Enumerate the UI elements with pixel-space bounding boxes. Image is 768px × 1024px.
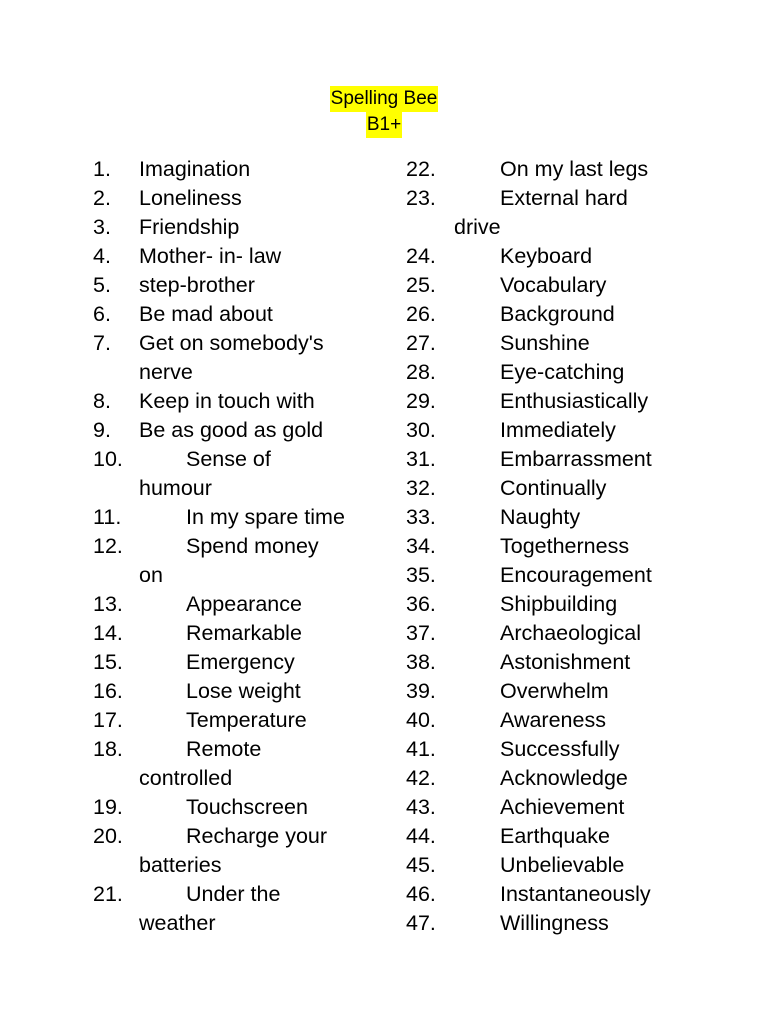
item-text: Astonishment — [500, 650, 631, 674]
item-text: Remote — [186, 737, 262, 761]
item-number: 7. — [93, 331, 111, 355]
item-text: Keyboard — [500, 244, 593, 268]
item-text: Loneliness — [139, 186, 242, 210]
item-number: 16. — [93, 679, 123, 703]
item-text: Lose weight — [186, 679, 301, 703]
item-text: Sense of — [186, 447, 271, 471]
list-item — [93, 387, 416, 416]
word-list-right-column — [406, 155, 750, 938]
list-item — [93, 793, 416, 822]
list-item — [406, 242, 750, 271]
list-item — [93, 184, 416, 213]
item-text: Recharge your — [186, 824, 328, 848]
item-number: 37. — [406, 621, 436, 645]
item-text-continuation: controlled — [139, 766, 233, 790]
item-text: Vocabulary — [500, 273, 607, 297]
list-item — [93, 213, 416, 242]
list-item — [406, 880, 750, 909]
item-number: 40. — [406, 708, 436, 732]
list-item — [406, 300, 750, 329]
item-text: Togetherness — [500, 534, 630, 558]
item-number: 13. — [93, 592, 123, 616]
item-text-continuation: batteries — [139, 853, 222, 877]
item-number: 20. — [93, 824, 123, 848]
item-number: 2. — [93, 186, 111, 210]
item-number: 24. — [406, 244, 436, 268]
item-number: 34. — [406, 534, 436, 558]
list-item — [93, 532, 416, 590]
item-number: 19. — [93, 795, 123, 819]
item-text: Mother- in- law — [139, 244, 282, 268]
list-item — [406, 155, 750, 184]
list-item — [406, 445, 750, 474]
list-item — [93, 329, 416, 387]
item-text: Earthquake — [500, 824, 610, 848]
item-number: 43. — [406, 795, 436, 819]
list-item — [406, 532, 750, 561]
list-item — [406, 590, 750, 619]
item-number: 5. — [93, 273, 111, 297]
list-item — [93, 155, 416, 184]
item-number: 45. — [406, 853, 436, 877]
list-item — [406, 909, 750, 938]
item-text: Immediately — [500, 418, 616, 442]
list-item — [406, 358, 750, 387]
item-text: Embarrassment — [500, 447, 652, 471]
item-text: Acknowledge — [500, 766, 628, 790]
item-number: 30. — [406, 418, 436, 442]
item-text: Shipbuilding — [500, 592, 618, 616]
list-item — [93, 242, 416, 271]
item-number: 8. — [93, 389, 111, 413]
item-number: 9. — [93, 418, 111, 442]
item-number: 36. — [406, 592, 436, 616]
item-text: Overwhelm — [500, 679, 609, 703]
list-item — [93, 648, 416, 677]
item-text: Willingness — [500, 911, 609, 935]
item-text: Enthusiastically — [500, 389, 649, 413]
item-text: Keep in touch with — [139, 389, 315, 413]
item-text: Emergency — [186, 650, 295, 674]
list-item — [93, 445, 416, 503]
item-text: Spend money — [186, 534, 319, 558]
item-text: Get on somebody's — [139, 331, 324, 355]
list-item — [93, 677, 416, 706]
item-number: 38. — [406, 650, 436, 674]
item-number: 44. — [406, 824, 436, 848]
item-text: On my last legs — [500, 157, 649, 181]
item-number: 46. — [406, 882, 436, 906]
item-text: Remarkable — [186, 621, 302, 645]
list-item — [93, 271, 416, 300]
list-item — [406, 677, 750, 706]
item-number: 35. — [406, 563, 436, 587]
item-text: Awareness — [500, 708, 606, 732]
list-item — [406, 706, 750, 735]
list-item — [93, 300, 416, 329]
item-number: 14. — [93, 621, 123, 645]
list-item — [93, 416, 416, 445]
item-text: Naughty — [500, 505, 581, 529]
item-number: 32. — [406, 476, 436, 500]
list-item — [406, 271, 750, 300]
list-item — [406, 387, 750, 416]
item-text: Archaeological — [500, 621, 642, 645]
list-item — [406, 735, 750, 764]
item-number: 11. — [93, 505, 122, 529]
item-number: 33. — [406, 505, 436, 529]
document-title: Spelling Bee — [330, 86, 439, 112]
list-item — [406, 561, 750, 590]
item-text-continuation: humour — [139, 476, 212, 500]
list-item — [406, 648, 750, 677]
item-text: Achievement — [500, 795, 625, 819]
item-text: Instantaneously — [500, 882, 651, 906]
item-text: Be as good as gold — [139, 418, 324, 442]
item-text: Temperature — [186, 708, 307, 732]
list-item — [93, 706, 416, 735]
item-text: Encouragement — [500, 563, 652, 587]
item-text-continuation: drive — [454, 215, 501, 239]
item-text-continuation: weather — [139, 911, 216, 935]
item-text: Friendship — [139, 215, 240, 239]
item-text: In my spare time — [186, 505, 345, 529]
item-number: 1. — [93, 157, 111, 181]
item-number: 31. — [406, 447, 436, 471]
list-item — [406, 851, 750, 880]
item-text: Unbelievable — [500, 853, 625, 877]
item-text: Sunshine — [500, 331, 590, 355]
item-number: 25. — [406, 273, 436, 297]
list-item — [93, 880, 416, 938]
item-number: 22. — [406, 157, 436, 181]
word-list-left-column — [93, 155, 416, 938]
item-text: Eye-catching — [500, 360, 625, 384]
item-text: Background — [500, 302, 615, 326]
item-number: 39. — [406, 679, 436, 703]
list-item — [406, 764, 750, 793]
list-item — [406, 416, 750, 445]
item-text: Successfully — [500, 737, 620, 761]
document-level: B1+ — [366, 112, 402, 138]
list-item — [406, 793, 750, 822]
item-number: 3. — [93, 215, 111, 239]
item-text: Touchscreen — [186, 795, 308, 819]
item-number: 26. — [406, 302, 436, 326]
list-item — [406, 619, 750, 648]
list-item — [406, 329, 750, 358]
item-number: 4. — [93, 244, 111, 268]
item-number: 15. — [93, 650, 123, 674]
item-number: 17. — [93, 708, 123, 732]
item-number: 18. — [93, 737, 123, 761]
list-item — [93, 619, 416, 648]
list-item — [406, 184, 750, 242]
item-text-continuation: nerve — [139, 360, 193, 384]
item-number: 23. — [406, 186, 436, 210]
list-item — [93, 735, 416, 793]
item-number: 21. — [93, 882, 123, 906]
item-text-continuation: on — [139, 563, 163, 587]
item-number: 47. — [406, 911, 436, 935]
item-number: 6. — [93, 302, 111, 326]
item-number: 12. — [93, 534, 123, 558]
list-item — [406, 474, 750, 503]
item-number: 29. — [406, 389, 436, 413]
list-item — [406, 503, 750, 532]
item-text: Imagination — [139, 157, 251, 181]
item-number: 28. — [406, 360, 436, 384]
item-text: Appearance — [186, 592, 302, 616]
item-text: Continually — [500, 476, 607, 500]
item-number: 42. — [406, 766, 436, 790]
list-item — [93, 822, 416, 880]
item-number: 27. — [406, 331, 436, 355]
list-item — [406, 822, 750, 851]
item-text: Under the — [186, 882, 281, 906]
list-item — [93, 590, 416, 619]
item-number: 10. — [93, 447, 123, 471]
item-text: Be mad about — [139, 302, 273, 326]
document-header — [0, 86, 768, 138]
item-text: step-brother — [139, 273, 255, 297]
item-number: 41. — [406, 737, 436, 761]
item-text: External hard — [500, 186, 628, 210]
list-item — [93, 503, 416, 532]
